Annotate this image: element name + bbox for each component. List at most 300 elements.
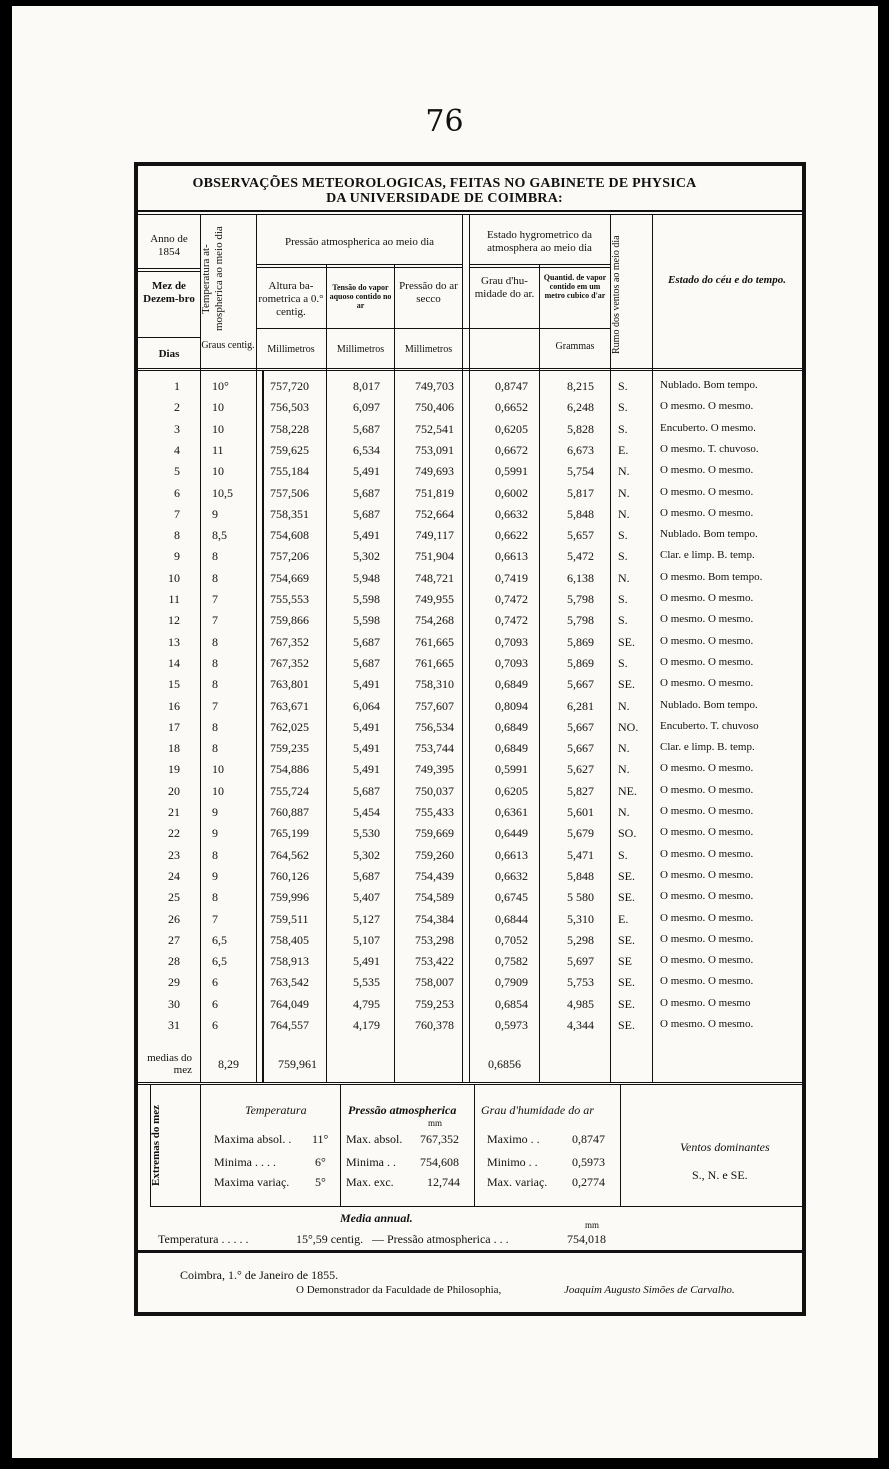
row-quant: 5,848 bbox=[567, 507, 594, 521]
row-tensao: 5,491 bbox=[353, 528, 380, 542]
row-tensao: 5,687 bbox=[353, 656, 380, 670]
row-altura: 757,720 bbox=[270, 379, 309, 393]
rule bbox=[138, 271, 200, 272]
row-dia: 10 bbox=[168, 571, 180, 585]
row-tensao: 4,795 bbox=[353, 997, 380, 1011]
row-grau: 0,6849 bbox=[495, 720, 528, 734]
row-temp: 6,5 bbox=[212, 933, 227, 947]
row-altura: 763,542 bbox=[270, 975, 309, 989]
header-mm-tensao: Millimetros bbox=[336, 344, 385, 355]
footer-place-date: Coimbra, 1.° de Janeiro de 1855. bbox=[180, 1268, 339, 1282]
row-dia: 7 bbox=[174, 507, 180, 521]
row-quant: 6,673 bbox=[567, 443, 594, 457]
ext-temp-min-label: Minima . . . . bbox=[214, 1155, 276, 1169]
rule bbox=[256, 264, 462, 265]
row-ceu: O mesmo. O mesmo. bbox=[660, 400, 754, 412]
row-dia: 29 bbox=[168, 975, 180, 989]
row-grau: 0,7909 bbox=[495, 975, 528, 989]
row-quant: 5,798 bbox=[567, 592, 594, 606]
row-rumo: E. bbox=[618, 443, 629, 457]
row-ceu: O mesmo. O mesmo. bbox=[660, 592, 754, 604]
row-altura: 755,724 bbox=[270, 784, 309, 798]
ext-pressao-var-label: Max. exc. bbox=[346, 1175, 394, 1189]
row-temp: 9 bbox=[212, 805, 218, 819]
row-ceu: Nublado. Bom tempo. bbox=[660, 379, 758, 391]
row-temp: 6,5 bbox=[212, 954, 227, 968]
rule bbox=[138, 1250, 802, 1253]
row-tensao: 5,687 bbox=[353, 784, 380, 798]
media-annual-pressao-label: — Pressão atmospherica . . . bbox=[372, 1232, 509, 1246]
row-temp: 8 bbox=[212, 848, 218, 862]
row-grau: 0,6854 bbox=[495, 997, 528, 1011]
row-secco: 757,607 bbox=[415, 699, 454, 713]
row-rumo: S. bbox=[618, 656, 628, 670]
row-altura: 759,996 bbox=[270, 890, 309, 904]
row-secco: 751,904 bbox=[415, 549, 454, 563]
row-quant: 5,679 bbox=[567, 826, 594, 840]
row-quant: 4,344 bbox=[567, 1018, 594, 1032]
row-tensao: 5,598 bbox=[353, 613, 380, 627]
ext-temp-max: 11° bbox=[312, 1132, 329, 1146]
row-grau: 0,7472 bbox=[495, 613, 528, 627]
row-altura: 765,199 bbox=[270, 826, 309, 840]
row-temp: 8 bbox=[212, 571, 218, 585]
row-dia: 11 bbox=[168, 592, 180, 606]
row-tensao: 8,017 bbox=[353, 379, 380, 393]
rule bbox=[138, 1082, 802, 1083]
row-altura: 757,206 bbox=[270, 549, 309, 563]
row-temp: 8 bbox=[212, 890, 218, 904]
media-annual-temp-label: Temperatura . . . . . bbox=[158, 1232, 249, 1246]
rule bbox=[256, 328, 610, 329]
row-altura: 755,553 bbox=[270, 592, 309, 606]
row-rumo: N. bbox=[618, 805, 630, 819]
ext-temp-title: Temperatura bbox=[245, 1103, 307, 1117]
row-ceu: O mesmo. O mesmo. bbox=[660, 933, 754, 945]
row-rumo: NE. bbox=[618, 784, 637, 798]
ext-hum-max: 0,8747 bbox=[572, 1132, 605, 1146]
col-rule bbox=[394, 264, 395, 1082]
row-quant: 5,817 bbox=[567, 486, 594, 500]
row-dia: 5 bbox=[174, 464, 180, 478]
row-grau: 0,7419 bbox=[495, 571, 528, 585]
col-rule bbox=[340, 1084, 341, 1206]
row-ceu: O mesmo. O mesmo. bbox=[660, 613, 754, 625]
row-dia: 14 bbox=[168, 656, 180, 670]
row-dia: 16 bbox=[168, 699, 180, 713]
row-tensao: 5,491 bbox=[353, 677, 380, 691]
row-secco: 748,721 bbox=[415, 571, 454, 585]
row-quant: 5,869 bbox=[567, 635, 594, 649]
row-tensao: 5,687 bbox=[353, 422, 380, 436]
header-tensao: Tensão do vapor aquoso contido no ar bbox=[329, 283, 392, 310]
row-ceu: O mesmo. O mesmo. bbox=[660, 1018, 754, 1030]
row-tensao: 6,534 bbox=[353, 443, 380, 457]
ext-temp-var-label: Maxima variaç. bbox=[214, 1175, 290, 1189]
row-dia: 19 bbox=[168, 762, 180, 776]
row-quant: 5,827 bbox=[567, 784, 594, 798]
row-grau: 0,6205 bbox=[495, 784, 528, 798]
row-ceu: O mesmo. Bom tempo. bbox=[660, 571, 763, 583]
row-temp: 8 bbox=[212, 635, 218, 649]
ext-hum-max-label: Maximo . . bbox=[487, 1132, 540, 1146]
row-tensao: 5,302 bbox=[353, 848, 380, 862]
ext-hum-min: 0,5973 bbox=[572, 1155, 605, 1169]
row-dia: 23 bbox=[168, 848, 180, 862]
row-secco: 754,589 bbox=[415, 890, 454, 904]
row-altura: 754,608 bbox=[270, 528, 309, 542]
ext-pressao-var: 12,744 bbox=[427, 1175, 460, 1189]
row-quant: 5,657 bbox=[567, 528, 594, 542]
header-mez: Mez de Dezem-bro bbox=[143, 280, 195, 305]
row-grau: 0,6002 bbox=[495, 486, 528, 500]
row-grau: 0,7582 bbox=[495, 954, 528, 968]
row-tensao: 5,687 bbox=[353, 635, 380, 649]
row-altura: 758,351 bbox=[270, 507, 309, 521]
row-ceu: O mesmo. O mesmo. bbox=[660, 954, 754, 966]
col-rule bbox=[326, 264, 327, 1082]
col-rule bbox=[652, 214, 653, 1083]
row-rumo: SE. bbox=[618, 975, 636, 989]
row-quant: 5,472 bbox=[567, 549, 594, 563]
row-grau: 0,6361 bbox=[495, 805, 528, 819]
header-altura: Altura ba-rometrica a 0.° centig. bbox=[258, 280, 324, 318]
row-ceu: Nublado. Bom tempo. bbox=[660, 528, 758, 540]
row-dia: 31 bbox=[168, 1018, 180, 1032]
row-rumo: S. bbox=[618, 592, 628, 606]
header-grau-humidade: Grau d'hu-midade do ar. bbox=[474, 275, 535, 300]
row-ceu: O mesmo. O mesmo. bbox=[660, 635, 754, 647]
row-rumo: S. bbox=[618, 379, 628, 393]
row-rumo: S. bbox=[618, 528, 628, 542]
row-temp: 10° bbox=[212, 379, 229, 393]
row-secco: 753,091 bbox=[415, 443, 454, 457]
row-grau: 0,6849 bbox=[495, 677, 528, 691]
row-tensao: 5,948 bbox=[353, 571, 380, 585]
ext-ventos-title: Ventos dominantes bbox=[680, 1140, 770, 1154]
row-dia: 21 bbox=[168, 805, 180, 819]
row-tensao: 5,491 bbox=[353, 762, 380, 776]
col-rule bbox=[539, 264, 540, 1082]
row-altura: 757,506 bbox=[270, 486, 309, 500]
row-rumo: SO. bbox=[618, 826, 637, 840]
row-altura: 759,235 bbox=[270, 741, 309, 755]
row-tensao: 6,097 bbox=[353, 400, 380, 414]
row-secco: 759,260 bbox=[415, 848, 454, 862]
row-dia: 18 bbox=[168, 741, 180, 755]
rule bbox=[138, 337, 200, 338]
row-ceu: O mesmo. O mesmo. bbox=[660, 975, 754, 987]
rule bbox=[138, 210, 802, 212]
row-temp: 10,5 bbox=[212, 486, 233, 500]
row-temp: 6 bbox=[212, 975, 218, 989]
row-grau: 0,6672 bbox=[495, 443, 528, 457]
header-temperatura: Temperatura at-mospherica ao meio dia bbox=[200, 226, 225, 332]
row-temp: 10 bbox=[212, 464, 224, 478]
row-temp: 9 bbox=[212, 507, 218, 521]
row-secco: 749,117 bbox=[415, 528, 454, 542]
row-ceu: Clar. e limp. B. temp. bbox=[660, 741, 755, 753]
row-ceu: O mesmo. O mesmo. bbox=[660, 869, 754, 881]
rule bbox=[138, 268, 200, 269]
row-dia: 24 bbox=[168, 869, 180, 883]
row-dia: 8 bbox=[174, 528, 180, 542]
row-grau: 0,7472 bbox=[495, 592, 528, 606]
header-anno: Anno de 1854 bbox=[150, 233, 188, 258]
ext-pressao-max-label: Max. absol. bbox=[346, 1132, 403, 1146]
row-altura: 760,887 bbox=[270, 805, 309, 819]
row-secco: 756,534 bbox=[415, 720, 454, 734]
row-quant: 5,753 bbox=[567, 975, 594, 989]
row-dia: 22 bbox=[168, 826, 180, 840]
row-altura: 756,503 bbox=[270, 400, 309, 414]
row-tensao: 5,598 bbox=[353, 592, 380, 606]
row-grau: 0,5991 bbox=[495, 464, 528, 478]
row-grau: 0,7052 bbox=[495, 933, 528, 947]
medias-altura: 759,961 bbox=[278, 1057, 317, 1071]
row-dia: 9 bbox=[174, 549, 180, 563]
media-annual-pressao-value: 754,018 bbox=[567, 1232, 606, 1246]
row-altura: 762,025 bbox=[270, 720, 309, 734]
row-altura: 763,801 bbox=[270, 677, 309, 691]
header-mm-altura: Millimetros bbox=[267, 344, 315, 355]
row-dia: 28 bbox=[168, 954, 180, 968]
row-grau: 0,8094 bbox=[495, 699, 528, 713]
row-grau: 0,6849 bbox=[495, 741, 528, 755]
row-quant: 4,985 bbox=[567, 997, 594, 1011]
row-ceu: O mesmo. O mesmo. bbox=[660, 656, 754, 668]
row-grau: 0,8747 bbox=[495, 379, 528, 393]
row-grau: 0,6632 bbox=[495, 507, 528, 521]
row-dia: 17 bbox=[168, 720, 180, 734]
row-rumo: E. bbox=[618, 912, 629, 926]
row-ceu: O mesmo. O mesmo. bbox=[660, 677, 754, 689]
row-tensao: 5,491 bbox=[353, 954, 380, 968]
ext-pressao-min: 754,608 bbox=[420, 1155, 459, 1169]
ext-hum-min-label: Minimo . . bbox=[487, 1155, 538, 1169]
row-quant: 5,667 bbox=[567, 677, 594, 691]
footer-name: Joaquim Augusto Simões de Carvalho. bbox=[564, 1284, 735, 1296]
row-temp: 8 bbox=[212, 656, 218, 670]
row-rumo: N. bbox=[618, 571, 630, 585]
row-rumo: N. bbox=[618, 741, 630, 755]
row-altura: 764,049 bbox=[270, 997, 309, 1011]
row-altura: 754,669 bbox=[270, 571, 309, 585]
header-quantid: Quantid. de vapor contido em um metro cubico d'ar bbox=[543, 273, 607, 300]
header-pressao-group: Pressão atmospherica ao meio dia bbox=[284, 236, 435, 248]
row-secco: 758,310 bbox=[415, 677, 454, 691]
rule bbox=[138, 1084, 802, 1085]
row-secco: 759,253 bbox=[415, 997, 454, 1011]
row-secco: 753,744 bbox=[415, 741, 454, 755]
row-secco: 749,693 bbox=[415, 464, 454, 478]
row-temp: 6 bbox=[212, 997, 218, 1011]
ext-pressao-max: 767,352 bbox=[420, 1132, 459, 1146]
media-annual-unit: mm bbox=[585, 1220, 600, 1230]
row-rumo: S. bbox=[618, 848, 628, 862]
row-grau: 0,6745 bbox=[495, 890, 528, 904]
row-secco: 755,433 bbox=[415, 805, 454, 819]
row-temp: 8 bbox=[212, 549, 218, 563]
row-temp: 9 bbox=[212, 826, 218, 840]
row-tensao: 5,530 bbox=[353, 826, 380, 840]
page-number: 76 bbox=[425, 104, 464, 139]
row-secco: 754,268 bbox=[415, 613, 454, 627]
ext-pressao-min-label: Minima . . bbox=[346, 1155, 396, 1169]
row-ceu: O mesmo. T. chuvoso. bbox=[660, 443, 759, 455]
row-temp: 8 bbox=[212, 741, 218, 755]
row-altura: 758,913 bbox=[270, 954, 309, 968]
row-temp: 10 bbox=[212, 400, 224, 414]
row-secco: 750,406 bbox=[415, 400, 454, 414]
row-temp: 10 bbox=[212, 762, 224, 776]
row-tensao: 5,687 bbox=[353, 486, 380, 500]
row-dia: 6 bbox=[174, 486, 180, 500]
row-quant: 5,601 bbox=[567, 805, 594, 819]
row-dia: 15 bbox=[168, 677, 180, 691]
header-grammas: Grammas bbox=[555, 341, 595, 352]
row-temp: 8,5 bbox=[212, 528, 227, 542]
row-altura: 754,886 bbox=[270, 762, 309, 776]
row-quant: 5,754 bbox=[567, 464, 594, 478]
ext-pressao-unit: mm bbox=[428, 1118, 443, 1128]
row-altura: 759,511 bbox=[270, 912, 309, 926]
row-quant: 6,281 bbox=[567, 699, 594, 713]
row-rumo: S. bbox=[618, 422, 628, 436]
row-grau: 0,6622 bbox=[495, 528, 528, 542]
row-altura: 755,184 bbox=[270, 464, 309, 478]
row-rumo: N. bbox=[618, 507, 630, 521]
row-secco: 761,665 bbox=[415, 656, 454, 670]
row-tensao: 5,491 bbox=[353, 464, 380, 478]
row-grau: 0,6632 bbox=[495, 869, 528, 883]
row-altura: 767,352 bbox=[270, 656, 309, 670]
row-temp: 7 bbox=[212, 613, 218, 627]
row-dia: 4 bbox=[174, 443, 180, 457]
title-line-1: OBSERVAÇÕES METEOROLOGICAS, FEITAS NO GABINETE DE PHYSICA bbox=[192, 176, 697, 191]
medias-grau: 0,6856 bbox=[488, 1057, 521, 1071]
row-ceu: O mesmo. O mesmo. bbox=[660, 784, 754, 796]
row-quant: 6,248 bbox=[567, 400, 594, 414]
ext-ventos-value: S., N. e SE. bbox=[692, 1168, 748, 1182]
row-quant: 5,471 bbox=[567, 848, 594, 862]
header-estado-ceu: Estado do céu e do tempo. bbox=[668, 274, 786, 286]
col-rule bbox=[469, 214, 470, 1083]
row-temp: 8 bbox=[212, 677, 218, 691]
row-quant: 5,697 bbox=[567, 954, 594, 968]
row-quant: 5,869 bbox=[567, 656, 594, 670]
medias-temp: 8,29 bbox=[218, 1057, 239, 1071]
row-rumo: SE. bbox=[618, 997, 636, 1011]
row-temp: 6 bbox=[212, 1018, 218, 1032]
row-quant: 5 580 bbox=[567, 890, 594, 904]
rule bbox=[256, 267, 462, 268]
row-ceu: O mesmo. O mesmo bbox=[660, 997, 751, 1009]
row-secco: 751,819 bbox=[415, 486, 454, 500]
row-grau: 0,7093 bbox=[495, 656, 528, 670]
row-rumo: SE. bbox=[618, 635, 636, 649]
row-grau: 0,5973 bbox=[495, 1018, 528, 1032]
row-tensao: 5,491 bbox=[353, 720, 380, 734]
row-temp: 9 bbox=[212, 869, 218, 883]
header-graus: Graus centig. bbox=[201, 340, 255, 351]
row-tensao: 5,454 bbox=[353, 805, 380, 819]
row-dia: 13 bbox=[168, 635, 180, 649]
row-temp: 8 bbox=[212, 720, 218, 734]
header-hygro-group: Estado hygrometrico da atmosphera ao meio dia bbox=[486, 229, 593, 254]
row-quant: 8,215 bbox=[567, 379, 594, 393]
row-tensao: 5,687 bbox=[353, 507, 380, 521]
row-ceu: O mesmo. O mesmo. bbox=[660, 805, 754, 817]
header-rumo: Rumo dos ventos ao meio dia bbox=[611, 235, 622, 355]
row-tensao: 5,107 bbox=[353, 933, 380, 947]
row-temp: 7 bbox=[212, 592, 218, 606]
row-rumo: N. bbox=[618, 486, 630, 500]
row-rumo: S. bbox=[618, 549, 628, 563]
row-rumo: SE bbox=[618, 954, 633, 968]
rule bbox=[138, 368, 802, 369]
row-ceu: O mesmo. O mesmo. bbox=[660, 890, 754, 902]
row-altura: 758,228 bbox=[270, 422, 309, 436]
row-secco: 759,669 bbox=[415, 826, 454, 840]
row-secco: 752,664 bbox=[415, 507, 454, 521]
row-rumo: N. bbox=[618, 762, 630, 776]
row-rumo: SE. bbox=[618, 890, 636, 904]
row-temp: 10 bbox=[212, 784, 224, 798]
row-tensao: 5,687 bbox=[353, 869, 380, 883]
ext-temp-min: 6° bbox=[315, 1155, 326, 1169]
row-temp: 10 bbox=[212, 422, 224, 436]
row-rumo: N. bbox=[618, 699, 630, 713]
ext-temp-max-label: Maxima absol. . bbox=[214, 1132, 292, 1146]
ext-hum-var: 0,2774 bbox=[572, 1175, 605, 1189]
row-rumo: NO. bbox=[618, 720, 639, 734]
ext-hum-var-label: Max. variaç. bbox=[487, 1175, 548, 1189]
row-quant: 5,627 bbox=[567, 762, 594, 776]
row-quant: 5,667 bbox=[567, 741, 594, 755]
footer-demonstrador: O Demonstrador da Faculdade de Philosophia, bbox=[296, 1284, 502, 1296]
row-ceu: Encuberto. O mesmo. bbox=[660, 422, 756, 434]
row-altura: 758,405 bbox=[270, 933, 309, 947]
row-grau: 0,6205 bbox=[495, 422, 528, 436]
row-dia: 1 bbox=[174, 379, 180, 393]
row-ceu: Clar. e limp. B. temp. bbox=[660, 549, 755, 561]
row-altura: 759,625 bbox=[270, 443, 309, 457]
row-rumo: SE. bbox=[618, 869, 636, 883]
row-secco: 758,007 bbox=[415, 975, 454, 989]
row-secco: 750,037 bbox=[415, 784, 454, 798]
row-rumo: SE. bbox=[618, 1018, 636, 1032]
row-grau: 0,6844 bbox=[495, 912, 528, 926]
row-grau: 0,6613 bbox=[495, 549, 528, 563]
col-rule bbox=[474, 1084, 475, 1206]
media-annual-temp-value: 15°,59 centig. bbox=[296, 1232, 364, 1246]
row-altura: 764,562 bbox=[270, 848, 309, 862]
row-quant: 5,798 bbox=[567, 613, 594, 627]
row-altura: 759,866 bbox=[270, 613, 309, 627]
row-rumo: SE. bbox=[618, 933, 636, 947]
extremas-label: Extremas do mez bbox=[150, 1104, 162, 1186]
row-grau: 0,6449 bbox=[495, 826, 528, 840]
row-quant: 5,310 bbox=[567, 912, 594, 926]
row-quant: 5,667 bbox=[567, 720, 594, 734]
row-tensao: 6,064 bbox=[353, 699, 380, 713]
row-rumo: S. bbox=[618, 613, 628, 627]
header-mm-secco: Millimetros bbox=[404, 344, 453, 355]
row-secco: 749,703 bbox=[415, 379, 454, 393]
col-rule bbox=[262, 370, 264, 1082]
row-grau: 0,6613 bbox=[495, 848, 528, 862]
